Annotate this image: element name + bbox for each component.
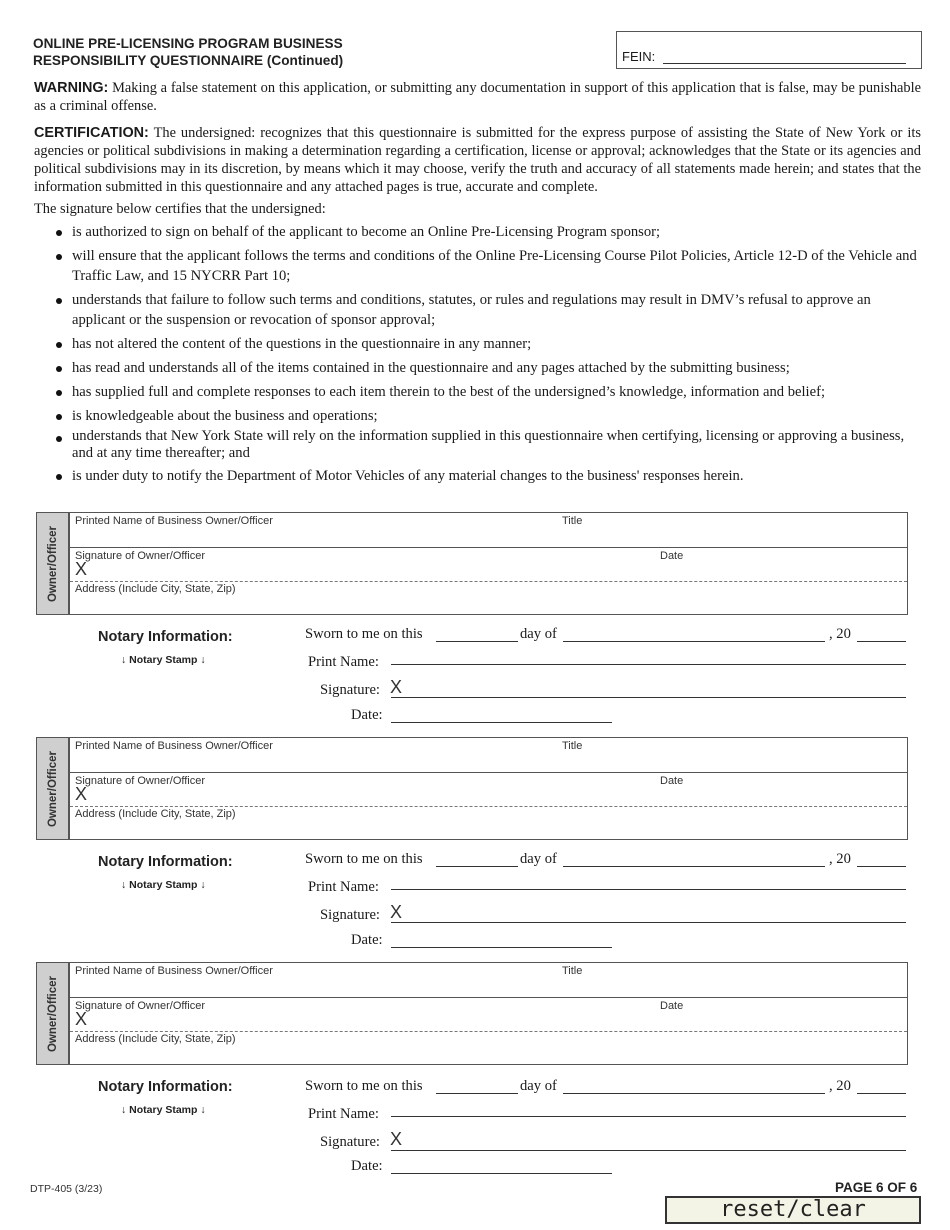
- notary-signature-label: Signature:: [320, 907, 380, 923]
- notary-signature-label: Signature:: [320, 682, 380, 698]
- fein-label: FEIN:: [622, 49, 656, 64]
- year-prefix: , 20: [829, 851, 851, 867]
- owner-side-label: Owner/Officer: [46, 525, 59, 602]
- print-name-input[interactable]: [391, 889, 906, 890]
- divider: [70, 997, 907, 998]
- day-input[interactable]: [436, 641, 518, 642]
- owner-officer-block-3: [36, 962, 908, 1065]
- intro-text: The signature below certifies that the undersigned:: [34, 201, 326, 217]
- warning-text: Making a false statement on this application, or submitting any documentation in support of this application that is false, may be punishable as a criminal offense.: [34, 80, 921, 114]
- owner-officer-block-1: [36, 512, 908, 615]
- notary-stamp-label: ↓ Notary Stamp ↓: [121, 1104, 206, 1116]
- warning-paragraph: [34, 79, 921, 115]
- printed-name-label: Printed Name of Business Owner/Officer: [75, 515, 273, 527]
- address-label: Address (Include City, State, Zip): [75, 1033, 236, 1045]
- date-label: Date: [660, 1000, 684, 1012]
- month-input[interactable]: [563, 866, 825, 867]
- form-title-line1: ONLINE PRE-LICENSING PROGRAM BUSINESS: [33, 36, 343, 51]
- form-title: [33, 35, 343, 69]
- divider: [70, 547, 907, 548]
- signature-label: Signature of Owner/Officer: [75, 775, 206, 787]
- certification-label: CERTIFICATION:: [34, 125, 149, 141]
- day-input[interactable]: [436, 1093, 518, 1094]
- owner-officer-block-2: [36, 737, 908, 840]
- signature-x-mark: X: [75, 784, 88, 804]
- day-input[interactable]: [436, 866, 518, 867]
- form-code: DTP-405 (3/23): [30, 1183, 103, 1195]
- list-item: understands that failure to follow such terms and conditions, statutes, or rules and regulations may result in DMV’s refusal to approve an applicant or the suspension or revocation of sponsor approval;: [52, 290, 922, 330]
- notary-title: Notary Information:: [98, 1079, 233, 1095]
- notary-signature-label: Signature:: [320, 1134, 380, 1150]
- notary-date-input[interactable]: [391, 947, 612, 948]
- list-item: understands that New York State will rely on the information supplied in this questionnaire when certifying, licensing or approving a business, and at any time thereafter; and: [52, 428, 922, 462]
- notary-title: Notary Information:: [98, 854, 233, 870]
- warning-label: WARNING:: [34, 80, 109, 96]
- day-of-text: day of: [520, 851, 557, 867]
- signature-x-mark: X: [75, 1009, 88, 1029]
- address-label: Address (Include City, State, Zip): [75, 808, 236, 820]
- divider: [70, 772, 907, 773]
- sworn-text: Sworn to me on this: [305, 626, 423, 642]
- owner-side-label: Owner/Officer: [46, 975, 59, 1052]
- owner-side-tab: [37, 963, 70, 1064]
- title-label: Title: [562, 965, 583, 977]
- list-item: has not altered the content of the questions in the questionnaire in any manner;: [52, 334, 922, 354]
- signature-label: Signature of Owner/Officer: [75, 550, 206, 562]
- notary-x-mark: X: [390, 1129, 403, 1149]
- owner-side-tab: [37, 738, 70, 839]
- day-of-text: day of: [520, 1078, 557, 1094]
- notary-x-mark: X: [390, 902, 403, 922]
- certification-paragraph: [34, 124, 921, 196]
- notary-date-input[interactable]: [391, 1173, 612, 1174]
- list-item: has supplied full and complete responses to each item therein to the best of the undersigned’s knowledge, information and belief;: [52, 382, 922, 402]
- notary-date-label: Date:: [351, 932, 383, 948]
- title-label: Title: [562, 740, 583, 752]
- list-item: will ensure that the applicant follows the terms and conditions of the Online Pre-Licensing Course Pilot Policies, Article 12-D of the Vehicle and Traffic Law, and 15 NYCRR Part 10;: [52, 246, 922, 286]
- address-label: Address (Include City, State, Zip): [75, 583, 236, 595]
- notary-date-label: Date:: [351, 1158, 383, 1174]
- print-name-label: Print Name:: [308, 654, 379, 670]
- print-name-input[interactable]: [391, 664, 906, 665]
- page-number: PAGE 6 OF 6: [835, 1180, 918, 1195]
- notary-date-input[interactable]: [391, 722, 612, 723]
- year-prefix: , 20: [829, 626, 851, 642]
- printed-name-label: Printed Name of Business Owner/Officer: [75, 965, 273, 977]
- divider: [70, 581, 907, 582]
- owner-side-tab: [37, 513, 70, 614]
- list-item: has read and understands all of the items contained in the questionnaire and any pages attached by the submitting business;: [52, 358, 922, 378]
- notary-x-mark: X: [390, 677, 403, 697]
- notary-signature-input[interactable]: [391, 922, 906, 923]
- certification-text: The undersigned: recognizes that this questionnaire is submitted for the express purpose of assisting the State of New York or its agencies or political subdivisions in making a determination regarding a certification, license or approval; acknowledges that the State or its agencies and political subdivisions may in its discretion, by means which it may choose, verify the truth and accuracy of all statements made herein; and states that the information submitted in this questionnaire and any attached pages is true, accurate and complete.: [34, 125, 921, 195]
- year-prefix: , 20: [829, 1078, 851, 1094]
- year-input[interactable]: [857, 641, 906, 642]
- sworn-text: Sworn to me on this: [305, 1078, 423, 1094]
- year-input[interactable]: [857, 866, 906, 867]
- owner-side-label: Owner/Officer: [46, 750, 59, 827]
- divider: [70, 1031, 907, 1032]
- list-item: is knowledgeable about the business and operations;: [52, 406, 922, 426]
- notary-signature-input[interactable]: [391, 697, 906, 698]
- fein-input[interactable]: [663, 63, 906, 64]
- date-label: Date: [660, 550, 684, 562]
- print-name-label: Print Name:: [308, 879, 379, 895]
- certification-list: [52, 222, 922, 486]
- list-item: is under duty to notify the Department of Motor Vehicles of any material changes to the business' responses herein.: [52, 466, 922, 486]
- title-label: Title: [562, 515, 583, 527]
- month-input[interactable]: [563, 641, 825, 642]
- notary-title: Notary Information:: [98, 629, 233, 645]
- divider: [70, 806, 907, 807]
- month-input[interactable]: [563, 1093, 825, 1094]
- form-title-line2: RESPONSIBILITY QUESTIONNAIRE (Continued): [33, 53, 344, 68]
- print-name-label: Print Name:: [308, 1106, 379, 1122]
- notary-stamp-label: ↓ Notary Stamp ↓: [121, 654, 206, 666]
- year-input[interactable]: [857, 1093, 906, 1094]
- list-item: is authorized to sign on behalf of the applicant to become an Online Pre-Licensing Program sponsor;: [52, 222, 922, 242]
- date-label: Date: [660, 775, 684, 787]
- print-name-input[interactable]: [391, 1116, 906, 1117]
- sworn-text: Sworn to me on this: [305, 851, 423, 867]
- day-of-text: day of: [520, 626, 557, 642]
- signature-label: Signature of Owner/Officer: [75, 1000, 206, 1012]
- notary-signature-input[interactable]: [391, 1150, 906, 1151]
- printed-name-label: Printed Name of Business Owner/Officer: [75, 740, 273, 752]
- fein-box: [616, 31, 922, 69]
- signature-x-mark: X: [75, 559, 88, 579]
- notary-date-label: Date:: [351, 707, 383, 723]
- reset-clear-button[interactable]: reset/clear: [665, 1196, 921, 1224]
- notary-stamp-label: ↓ Notary Stamp ↓: [121, 879, 206, 891]
